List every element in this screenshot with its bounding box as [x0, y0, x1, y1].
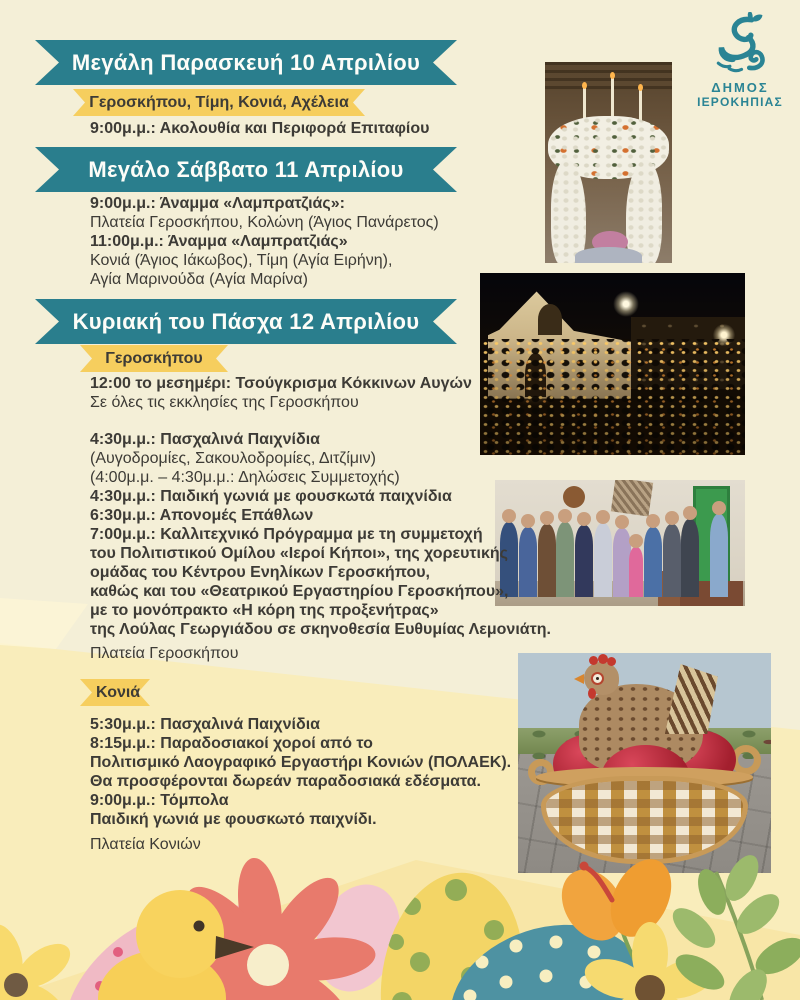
photo-person [663, 524, 681, 597]
schedule-line: 9:00μ.μ.: Άναμμα «Λαμπρατζιάς»: [90, 195, 345, 212]
schedule-line: Θα προσφέρονται δωρεάν παραδοσιακά εδέσματα. [90, 773, 481, 790]
photo-detail [545, 62, 672, 90]
area-tag-konia [80, 679, 150, 706]
schedule-line: (4:00μ.μ. – 4:30μ.μ.: Δηλώσεις Συμμετοχής) [90, 469, 400, 486]
venue-geroskipou [90, 644, 238, 663]
area-tag-label: Κονιά [96, 684, 141, 701]
schedule-line: με το μονόπρακτο «Η κόρη της προξενήτρας» [90, 602, 439, 619]
photo-person [556, 522, 574, 598]
photo-detail [611, 78, 614, 118]
schedule-line: Παιδική γωνιά με φουσκωτό παιχνίδι. [90, 811, 377, 828]
schedule-line: Πολιτισμικό Λαογραφικό Εργαστήρι Κονιών (ΠΟΛΑΕΚ). [90, 754, 512, 771]
epitaphios-flower-canopy-photo [545, 62, 672, 263]
logo-text-line1: ΔΗΜΟΣ [711, 80, 769, 95]
hen-beak [574, 674, 584, 684]
yellow-flower-left [0, 919, 78, 1000]
schedule-line: ομάδας του Κέντρου Ενηλίκων Γεροσκήπου, [90, 564, 430, 581]
area-tag-label: Γεροσκήπου, Τίμη, Κονιά, Αχέλεια [89, 94, 349, 111]
schedule-line: 9:00μ.μ.: Τόμπολα [90, 792, 229, 809]
hen-comb [607, 657, 616, 666]
section-title: Μεγάλη Παρασκευή 10 Απριλίου [71, 50, 421, 75]
hen-basket-red-eggs-photo [518, 653, 771, 873]
photo-person [681, 519, 699, 597]
candlelight-crowd-church-photo [480, 273, 745, 455]
hen-eye [591, 672, 604, 685]
area-tag-geroskipou [80, 345, 228, 372]
photo-person [629, 547, 643, 597]
schedule-line: καθώς και του «Θεατρικού Εργαστηρίου Γεροσκήπου», [90, 583, 509, 600]
hen-wattle [588, 688, 596, 699]
schedule-easter-midday [90, 374, 472, 412]
schedule-line: Σε όλες τις εκκλησίες της Γεροσκήπου [90, 394, 359, 411]
photo-detail [613, 291, 639, 317]
photo-person [613, 528, 631, 597]
schedule-line: 8:15μ.μ.: Παραδοσιακοί χοροί από το [90, 735, 373, 752]
photo-detail [563, 486, 585, 508]
schedule-line: Πλατεία Γεροσκήπου, Κολώνη (Άγιος Πανάρετος) [90, 214, 439, 231]
logo-text-line2: ΙΕΡΟΚΗΠΙΑΣ [697, 95, 783, 109]
schedule-line: 5:30μ.μ.: Πασχαλινά Παιχνίδια [90, 716, 320, 733]
schedule-line: (Αυγοδρομίες, Σακουλοδρομίες, Διτζίμιν) [90, 450, 376, 467]
municipality-logo-icon [709, 12, 771, 74]
schedule-line: του Πολιτιστικού Ομίλου «Ιεροί Κήποι», της χορευτικής [90, 545, 508, 562]
section-banner-holy-saturday [35, 147, 457, 192]
photo-person [710, 514, 728, 597]
schedule-easter-afternoon [90, 430, 551, 639]
schedule-line: Κονιά (Άγιος Ιάκωβος), Τίμη (Αγία Ειρήνη), [90, 252, 393, 269]
schedule-good-friday [90, 119, 429, 138]
venue-line: Πλατεία Κονιών [90, 836, 201, 853]
photo-detail [538, 304, 562, 335]
area-tag-good-friday [73, 89, 365, 116]
section-banner-good-friday [35, 40, 457, 85]
schedule-line: 6:30μ.μ.: Απονομές Επάθλων [90, 507, 314, 524]
schedule-line: 4:30μ.μ.: Παιδική γωνιά με φουσκωτά παιχνίδια [90, 488, 452, 505]
municipality-logo [690, 12, 790, 109]
area-tag-label: Γεροσκήπου [105, 350, 203, 367]
photo-detail [626, 160, 662, 263]
section-title: Μεγάλο Σάββατο 11 Απριλίου [88, 157, 404, 182]
schedule-line: 7:00μ.μ.: Καλλιτεχνικό Πρόγραμμα με τη συμμετοχή [90, 526, 483, 543]
photo-person [575, 525, 593, 597]
schedule-line: 4:30μ.μ.: Πασχαλινά Παιχνίδια [90, 431, 320, 448]
green-leaf-branch [666, 850, 800, 1000]
schedule-line: 12:00 το μεσημέρι: Τσούγκρισμα Κόκκινων Αυγών [90, 375, 472, 392]
section-banner-easter-sunday [35, 299, 457, 344]
schedule-line: Αγία Μαρινούδα (Αγία Μαρίνα) [90, 271, 308, 288]
easter-decorations [0, 848, 800, 1000]
photo-person [644, 527, 662, 598]
photo-person [594, 523, 612, 597]
schedule-holy-saturday [90, 194, 439, 289]
schedule-line: 11:00μ.μ.: Άναμμα «Λαμπρατζιάς» [90, 233, 348, 250]
photo-detail [610, 480, 652, 516]
venue-line: Πλατεία Γεροσκήπου [90, 645, 239, 662]
schedule-line: 9:00μ.μ.: Ακολουθία και Περιφορά Επιταφίου [90, 120, 430, 137]
photo-detail [575, 247, 641, 263]
schedule-line: της Λούλας Γεωργιάδου σε σκηνοθεσία Ευθυμίας Λεμονιάτη. [90, 621, 551, 638]
section-title: Κυριακή του Πάσχα 12 Απριλίου [72, 309, 420, 334]
schedule-konia [90, 715, 511, 829]
